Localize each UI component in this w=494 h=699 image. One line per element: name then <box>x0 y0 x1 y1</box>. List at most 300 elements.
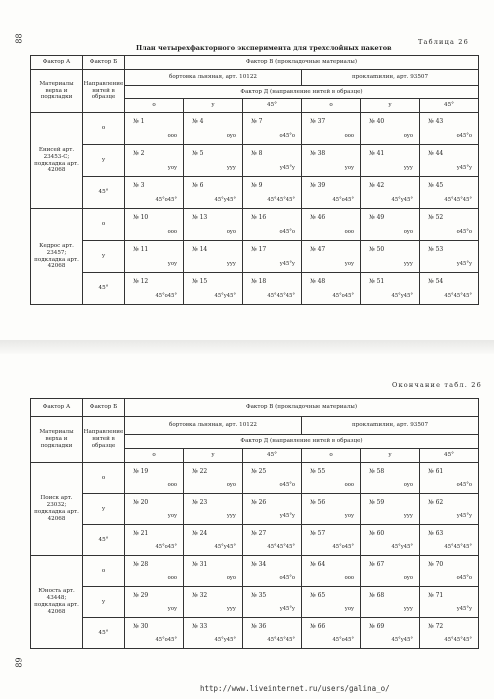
sample-cell <box>243 525 302 556</box>
sample-number: № 26 <box>251 499 267 506</box>
sample-cell-wrap <box>184 209 242 240</box>
material-cell: Кедрос арт. 23457; подкладка арт. 42068 <box>31 209 83 305</box>
sample-cell-wrap <box>243 587 301 617</box>
sample-number: № 47 <box>310 246 326 253</box>
sample-cell <box>302 618 361 649</box>
angle-header: у <box>184 99 243 113</box>
direction-cell: у <box>83 494 125 525</box>
sample-number: № 10 <box>133 214 149 221</box>
sample-number: № 15 <box>192 278 208 285</box>
angle-header: 45° <box>420 99 479 113</box>
sample-number: № 17 <box>251 246 267 253</box>
sample-code: 45°45°45° <box>444 543 473 550</box>
sample-cell-wrap <box>184 556 242 586</box>
sample-cell-wrap <box>361 556 419 586</box>
sample-cell-wrap <box>420 525 478 555</box>
sample-cell-wrap <box>184 241 242 272</box>
bortovka-header: бортовка льняная, арт. 10122 <box>125 70 302 86</box>
sample-code: уоу <box>344 164 354 171</box>
sample-number: № 14 <box>192 246 208 253</box>
sample-cell <box>361 177 420 209</box>
sample-cell <box>420 587 479 618</box>
sample-code: оуо <box>226 228 236 235</box>
sample-cell-wrap <box>361 494 419 524</box>
sample-code: 45°у45° <box>214 292 236 299</box>
sample-cell-wrap <box>125 209 183 240</box>
sample-cell-wrap <box>184 463 242 493</box>
sample-cell <box>125 209 184 241</box>
sample-cell <box>420 113 479 145</box>
sample-cell <box>243 463 302 494</box>
sample-cell-wrap <box>420 145 478 176</box>
sample-number: № 70 <box>428 561 444 568</box>
sample-code: 45°о45° <box>332 292 354 299</box>
sample-code: 45°45°45° <box>267 636 295 643</box>
sample-cell <box>302 587 361 618</box>
sample-number: № 19 <box>133 468 149 475</box>
sample-cell-wrap <box>184 273 242 304</box>
sample-number: № 59 <box>369 499 385 506</box>
sample-cell-wrap <box>361 463 419 493</box>
sample-cell <box>125 177 184 209</box>
sample-cell-wrap <box>125 463 183 493</box>
sample-cell <box>243 145 302 177</box>
direction-cell: у <box>83 241 125 273</box>
sample-number: № 68 <box>369 592 385 599</box>
sample-cell-wrap <box>184 618 242 648</box>
sample-number: № 29 <box>133 592 149 599</box>
sample-code: у45°у <box>279 605 295 612</box>
sample-number: № 37 <box>310 118 326 125</box>
sample-code: у45°у <box>456 512 473 519</box>
direction-cell: 45° <box>83 273 125 305</box>
sample-cell-wrap <box>361 618 419 648</box>
sample-number: № 66 <box>310 623 326 630</box>
sample-cell-wrap <box>302 177 360 208</box>
material-cell: Юность арт. 43448; подкладка арт. 42068 <box>31 556 83 649</box>
sample-code: ооо <box>344 228 354 235</box>
sample-number: № 5 <box>192 150 204 157</box>
sample-number: № 20 <box>133 499 149 506</box>
sample-code: 45°у45° <box>391 636 413 643</box>
sample-code: у45°у <box>279 512 295 519</box>
sample-cell-wrap <box>243 525 301 555</box>
sample-cell <box>243 241 302 273</box>
sample-code: уоу <box>167 164 177 171</box>
page-number-top: 88 <box>14 33 24 44</box>
sample-cell <box>243 494 302 525</box>
direction-cell: 45° <box>83 177 125 209</box>
proklamilin-header: проклamилин, арт. 93507 <box>302 70 479 86</box>
sample-code: уоу <box>167 605 177 612</box>
sample-code: ууу <box>403 512 413 519</box>
sample-number: № 71 <box>428 592 444 599</box>
sample-number: № 24 <box>192 530 208 537</box>
sample-number: № 35 <box>251 592 267 599</box>
sample-cell-wrap <box>420 494 478 524</box>
materials-header: Материалы верха и подкладки <box>31 417 83 463</box>
sample-cell <box>184 556 243 587</box>
sample-number: № 42 <box>369 182 385 189</box>
sample-cell-wrap <box>125 177 183 208</box>
sample-cell-wrap <box>243 494 301 524</box>
sample-number: № 52 <box>428 214 444 221</box>
sample-number: № 36 <box>251 623 267 630</box>
sample-number: № 27 <box>251 530 267 537</box>
sample-code: ууу <box>403 164 413 171</box>
sample-number: № 64 <box>310 561 326 568</box>
sample-cell-wrap <box>361 273 419 304</box>
sample-code: 45°у45° <box>391 543 413 550</box>
sample-cell-wrap <box>302 241 360 272</box>
sample-number: № 54 <box>428 278 444 285</box>
table-row <box>31 556 479 587</box>
sample-code: у45°у <box>456 605 473 612</box>
sample-code: 45°у45° <box>214 636 236 643</box>
sample-code: ооо <box>167 574 177 581</box>
sample-number: № 21 <box>133 530 149 537</box>
sample-code: оуо <box>226 574 236 581</box>
sample-number: № 6 <box>192 182 204 189</box>
sample-cell <box>361 618 420 649</box>
sample-code: у45°у <box>279 260 295 267</box>
sample-number: № 34 <box>251 561 267 568</box>
factor-d-header: Фактор Д (направление нитей в образце) <box>125 86 479 99</box>
sample-cell-wrap <box>302 556 360 586</box>
sample-code: ооо <box>344 481 354 488</box>
angle-header: 45° <box>243 449 302 463</box>
direction-cell: о <box>83 556 125 587</box>
sample-number: № 22 <box>192 468 208 475</box>
sample-cell-wrap <box>243 113 301 144</box>
sample-cell <box>184 209 243 241</box>
sample-cell-wrap <box>302 273 360 304</box>
sample-cell-wrap <box>361 587 419 617</box>
sample-cell-wrap <box>125 556 183 586</box>
header-row-factors <box>31 56 479 70</box>
sample-code: оуо <box>403 574 413 581</box>
sample-cell-wrap <box>420 113 478 144</box>
sample-cell <box>125 587 184 618</box>
table-row <box>31 209 479 241</box>
sample-cell-wrap <box>302 525 360 555</box>
sample-cell <box>184 113 243 145</box>
sample-cell <box>243 209 302 241</box>
header-row-materials <box>31 417 479 435</box>
sample-cell <box>243 618 302 649</box>
sample-code: 45°о45° <box>332 543 354 550</box>
sample-cell-wrap <box>420 209 478 240</box>
sample-cell-wrap <box>184 494 242 524</box>
sample-code: уоу <box>167 512 177 519</box>
sample-number: № 12 <box>133 278 149 285</box>
sample-number: № 38 <box>310 150 326 157</box>
sample-cell-wrap <box>184 113 242 144</box>
sample-cell-wrap <box>243 556 301 586</box>
sample-number: № 4 <box>192 118 204 125</box>
sample-code: ооо <box>344 574 354 581</box>
sample-cell <box>420 525 479 556</box>
sample-code: 45°45°45° <box>267 292 295 299</box>
direction-cell: о <box>83 113 125 145</box>
sample-cell-wrap <box>125 273 183 304</box>
sample-cell <box>361 209 420 241</box>
sample-cell-wrap <box>302 494 360 524</box>
sample-cell <box>184 525 243 556</box>
sample-cell <box>302 209 361 241</box>
sample-cell <box>125 273 184 305</box>
sample-cell <box>184 618 243 649</box>
sample-cell-wrap <box>243 145 301 176</box>
table-row <box>31 113 479 145</box>
sample-cell-wrap <box>420 587 478 617</box>
sample-cell <box>302 525 361 556</box>
sample-cell <box>302 145 361 177</box>
sample-cell <box>184 145 243 177</box>
sample-cell <box>361 556 420 587</box>
sample-code: ууу <box>403 260 413 267</box>
sample-cell <box>361 113 420 145</box>
factor-b-header: Фактор Б <box>83 56 125 70</box>
sample-cell <box>361 494 420 525</box>
sample-number: № 40 <box>369 118 385 125</box>
sample-cell <box>125 525 184 556</box>
sample-cell-wrap <box>125 241 183 272</box>
angle-header: у <box>361 449 420 463</box>
sample-cell-wrap <box>420 463 478 493</box>
direction-header: Направление нитей в образце <box>83 70 125 113</box>
sample-cell-wrap <box>243 273 301 304</box>
sample-cell <box>420 145 479 177</box>
sample-code: 45°о45° <box>155 292 177 299</box>
sample-cell <box>243 113 302 145</box>
sample-cell <box>420 273 479 305</box>
angle-header: о <box>125 449 184 463</box>
table-row <box>31 177 479 209</box>
sample-number: № 16 <box>251 214 267 221</box>
sample-number: № 11 <box>133 246 149 253</box>
sample-cell-wrap <box>420 177 478 208</box>
sample-number: № 23 <box>192 499 208 506</box>
sample-number: № 60 <box>369 530 385 537</box>
direction-cell: у <box>83 145 125 177</box>
sample-code: о45°о <box>456 228 473 235</box>
sample-number: № 56 <box>310 499 326 506</box>
sample-number: № 8 <box>251 150 263 157</box>
header-row-factors <box>31 399 479 417</box>
sample-cell <box>125 113 184 145</box>
sample-cell-wrap <box>184 177 242 208</box>
sample-cell-wrap <box>125 587 183 617</box>
sample-cell-wrap <box>420 241 478 272</box>
sample-code: 45°45°45° <box>267 543 295 550</box>
sample-code: 45°у45° <box>391 292 413 299</box>
sample-cell <box>302 273 361 305</box>
sample-code: 45°о45° <box>155 636 177 643</box>
sample-cell-wrap <box>243 618 301 648</box>
factor-v-header: Фактор В (прокладочные материалы) <box>125 399 479 417</box>
sample-code: у45°у <box>279 164 295 171</box>
sample-cell <box>361 273 420 305</box>
sample-number: № 45 <box>428 182 444 189</box>
sample-cell <box>243 273 302 305</box>
sample-number: № 49 <box>369 214 385 221</box>
sample-code: ууу <box>226 512 236 519</box>
sample-cell <box>243 587 302 618</box>
sample-cell <box>361 587 420 618</box>
sample-number: № 48 <box>310 278 326 285</box>
factor-a-header: Фактор А <box>31 399 83 417</box>
angle-header: 45° <box>420 449 479 463</box>
sample-cell-wrap <box>361 113 419 144</box>
sample-cell <box>184 587 243 618</box>
material-cell: Поиск арт. 23032; подкладка арт. 42068 <box>31 463 83 556</box>
sample-number: № 32 <box>192 592 208 599</box>
sample-cell <box>125 463 184 494</box>
table-row <box>31 525 479 556</box>
sample-cell <box>302 494 361 525</box>
sample-cell <box>361 463 420 494</box>
sample-cell-wrap <box>302 145 360 176</box>
sample-code: уоу <box>344 512 354 519</box>
sample-number: № 28 <box>133 561 149 568</box>
sample-cell <box>125 556 184 587</box>
sample-cell <box>302 177 361 209</box>
sample-number: № 65 <box>310 592 326 599</box>
sample-code: 45°о45° <box>155 196 177 203</box>
sample-code: 45°45°45° <box>444 292 473 299</box>
table-row <box>31 463 479 494</box>
sample-cell-wrap <box>302 463 360 493</box>
page-number-bottom: 89 <box>14 657 24 668</box>
sample-number: № 2 <box>133 150 145 157</box>
sample-cell <box>420 177 479 209</box>
sample-number: № 9 <box>251 182 263 189</box>
sample-cell <box>420 556 479 587</box>
sample-number: № 63 <box>428 530 444 537</box>
sample-code: 45°45°45° <box>444 636 473 643</box>
sample-cell <box>184 463 243 494</box>
direction-cell: 45° <box>83 618 125 649</box>
sample-code: ооо <box>167 481 177 488</box>
sample-cell-wrap <box>243 463 301 493</box>
factor-v-header: Фактор В (прокладочные материалы) <box>125 56 479 70</box>
table-caption-top: Таблица 26 <box>418 38 469 46</box>
sample-code: 45°у45° <box>214 543 236 550</box>
sample-number: № 44 <box>428 150 444 157</box>
sample-cell <box>302 463 361 494</box>
sample-number: № 18 <box>251 278 267 285</box>
direction-cell: у <box>83 587 125 618</box>
sample-code: о45°о <box>456 132 473 139</box>
sample-cell-wrap <box>302 618 360 648</box>
sample-cell-wrap <box>125 618 183 648</box>
direction-cell: о <box>83 463 125 494</box>
sample-number: № 58 <box>369 468 385 475</box>
sample-code: о45°о <box>456 574 473 581</box>
sample-cell <box>361 525 420 556</box>
direction-cell: 45° <box>83 525 125 556</box>
sample-cell-wrap <box>302 113 360 144</box>
sample-number: № 61 <box>428 468 444 475</box>
sample-cell-wrap <box>243 209 301 240</box>
sample-code: ооо <box>167 228 177 235</box>
table-row <box>31 587 479 618</box>
sample-cell-wrap <box>420 273 478 304</box>
sample-cell-wrap <box>361 145 419 176</box>
sample-number: № 30 <box>133 623 149 630</box>
sample-cell <box>184 241 243 273</box>
sample-code: 45°о45° <box>332 196 354 203</box>
sample-code: о45°о <box>279 132 295 139</box>
sample-number: № 7 <box>251 118 263 125</box>
sample-cell <box>420 209 479 241</box>
sample-cell <box>184 273 243 305</box>
materials-header: Материалы верха и подкладки <box>31 70 83 113</box>
sample-number: № 51 <box>369 278 385 285</box>
sample-number: № 33 <box>192 623 208 630</box>
angle-header: о <box>125 99 184 113</box>
sample-cell-wrap <box>125 145 183 176</box>
table-row <box>31 494 479 525</box>
table-row <box>31 145 479 177</box>
table-row <box>31 618 479 649</box>
sample-cell-wrap <box>125 525 183 555</box>
sample-cell-wrap <box>420 556 478 586</box>
sample-number: № 41 <box>369 150 385 157</box>
sample-code: уоу <box>167 260 177 267</box>
sample-number: № 39 <box>310 182 326 189</box>
sample-cell <box>420 241 479 273</box>
direction-cell: о <box>83 209 125 241</box>
sample-number: № 43 <box>428 118 444 125</box>
sample-cell <box>420 463 479 494</box>
table-title: План четырехфакторного эксперимента для трехслойных пакетов <box>136 44 392 52</box>
material-cell: Енисей арт. 23453-С; подкладка арт. 42068 <box>31 113 83 209</box>
sample-cell-wrap <box>302 209 360 240</box>
sample-code: о45°о <box>279 228 295 235</box>
sample-cell <box>361 145 420 177</box>
sample-code: 45°45°45° <box>444 196 473 203</box>
sample-code: ооо <box>344 132 354 139</box>
sample-cell <box>302 241 361 273</box>
sample-code: уоу <box>344 605 354 612</box>
sample-cell <box>302 113 361 145</box>
sample-cell-wrap <box>361 177 419 208</box>
sample-cell <box>125 494 184 525</box>
sample-cell-wrap <box>184 525 242 555</box>
sample-number: № 62 <box>428 499 444 506</box>
sample-code: ууу <box>403 605 413 612</box>
sample-code: у45°у <box>456 164 473 171</box>
sample-code: ууу <box>226 260 236 267</box>
sample-cell <box>420 618 479 649</box>
sample-code: о45°о <box>279 574 295 581</box>
sample-number: № 50 <box>369 246 385 253</box>
sample-cell-wrap <box>125 494 183 524</box>
sample-code: ууу <box>226 164 236 171</box>
sample-cell <box>302 556 361 587</box>
sample-cell-wrap <box>125 113 183 144</box>
angle-header: 45° <box>243 99 302 113</box>
sample-number: № 55 <box>310 468 326 475</box>
proklamilin-header: проклamилин, арт. 93507 <box>302 417 479 435</box>
experiment-plan-table-bottom <box>30 398 479 649</box>
sample-cell <box>125 145 184 177</box>
table-caption-bottom: Окончание табл. 26 <box>392 381 482 389</box>
sample-number: № 72 <box>428 623 444 630</box>
sample-number: № 67 <box>369 561 385 568</box>
